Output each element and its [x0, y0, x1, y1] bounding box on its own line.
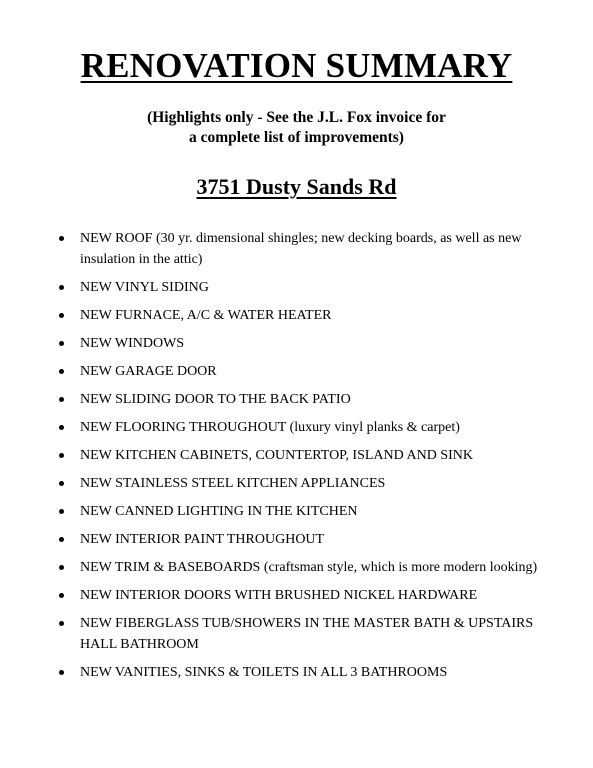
property-address: 3751 Dusty Sands Rd [196, 174, 397, 199]
list-item [56, 228, 546, 270]
list-item-text: NEW SLIDING DOOR TO THE BACK PATIO [80, 392, 351, 407]
list-item-text: NEW FLOORING THROUGHOUT (luxury vinyl planks & carpet) [80, 420, 460, 435]
list-item-text: NEW FIBERGLASS TUB/SHOWERS IN THE MASTER BATH & UPSTAIRS HALL BATHROOM [80, 616, 534, 652]
list-item [56, 305, 546, 326]
list-item [56, 662, 546, 683]
list-item-text: NEW WINDOWS [80, 336, 185, 351]
list-item-text: NEW KITCHEN CABINETS, COUNTERTOP, ISLAND AND SINK [80, 448, 473, 463]
bullet-icon [59, 621, 64, 626]
list-item [56, 585, 546, 606]
bullet-icon [59, 397, 64, 402]
list-item [56, 445, 546, 466]
document-subtitle [0, 108, 593, 148]
bullet-icon [59, 565, 64, 570]
bullet-icon [59, 537, 64, 542]
list-item-text: NEW VINYL SIDING [80, 280, 209, 295]
bullet-icon [59, 509, 64, 514]
list-item-text: NEW TRIM & BASEBOARDS (craftsman style, which is more modern looking) [80, 560, 538, 575]
list-item [56, 613, 546, 655]
list-item [56, 277, 546, 298]
renovation-list [56, 228, 546, 690]
list-item [56, 501, 546, 522]
list-item [56, 389, 546, 410]
bullet-icon [59, 593, 64, 598]
bullet-icon [59, 481, 64, 486]
bullet-icon [59, 285, 64, 290]
bullet-icon [59, 425, 64, 430]
bullet-icon [59, 670, 64, 675]
document-title: RENOVATION SUMMARY [80, 46, 513, 85]
bullet-icon [59, 341, 64, 346]
bullet-icon [59, 236, 64, 241]
list-item-text: NEW CANNED LIGHTING IN THE KITCHEN [80, 504, 358, 519]
bullet-icon [59, 369, 64, 374]
subtitle-line-1: (Highlights only - See the J.L. Fox invoice for [147, 109, 446, 126]
list-item-text: NEW STAINLESS STEEL KITCHEN APPLIANCES [80, 476, 386, 491]
list-item [56, 529, 546, 550]
bullet-icon [59, 313, 64, 318]
bullet-icon [59, 453, 64, 458]
list-item [56, 417, 546, 438]
list-item-text: NEW INTERIOR PAINT THROUGHOUT [80, 532, 325, 547]
list-item-text: NEW GARAGE DOOR [80, 364, 217, 379]
list-item-text: NEW FURNACE, A/C & WATER HEATER [80, 308, 332, 323]
list-item-text: NEW ROOF (30 yr. dimensional shingles; new decking boards, as well as new insulation in the attic) [80, 231, 522, 267]
list-item-text: NEW INTERIOR DOORS WITH BRUSHED NICKEL HARDWARE [80, 588, 478, 603]
list-item [56, 361, 546, 382]
list-item-text: NEW VANITIES, SINKS & TOILETS IN ALL 3 BATHROOMS [80, 665, 448, 680]
list-item [56, 333, 546, 354]
list-item [56, 557, 546, 578]
subtitle-line-2: a complete list of improvements) [189, 129, 404, 146]
list-item [56, 473, 546, 494]
